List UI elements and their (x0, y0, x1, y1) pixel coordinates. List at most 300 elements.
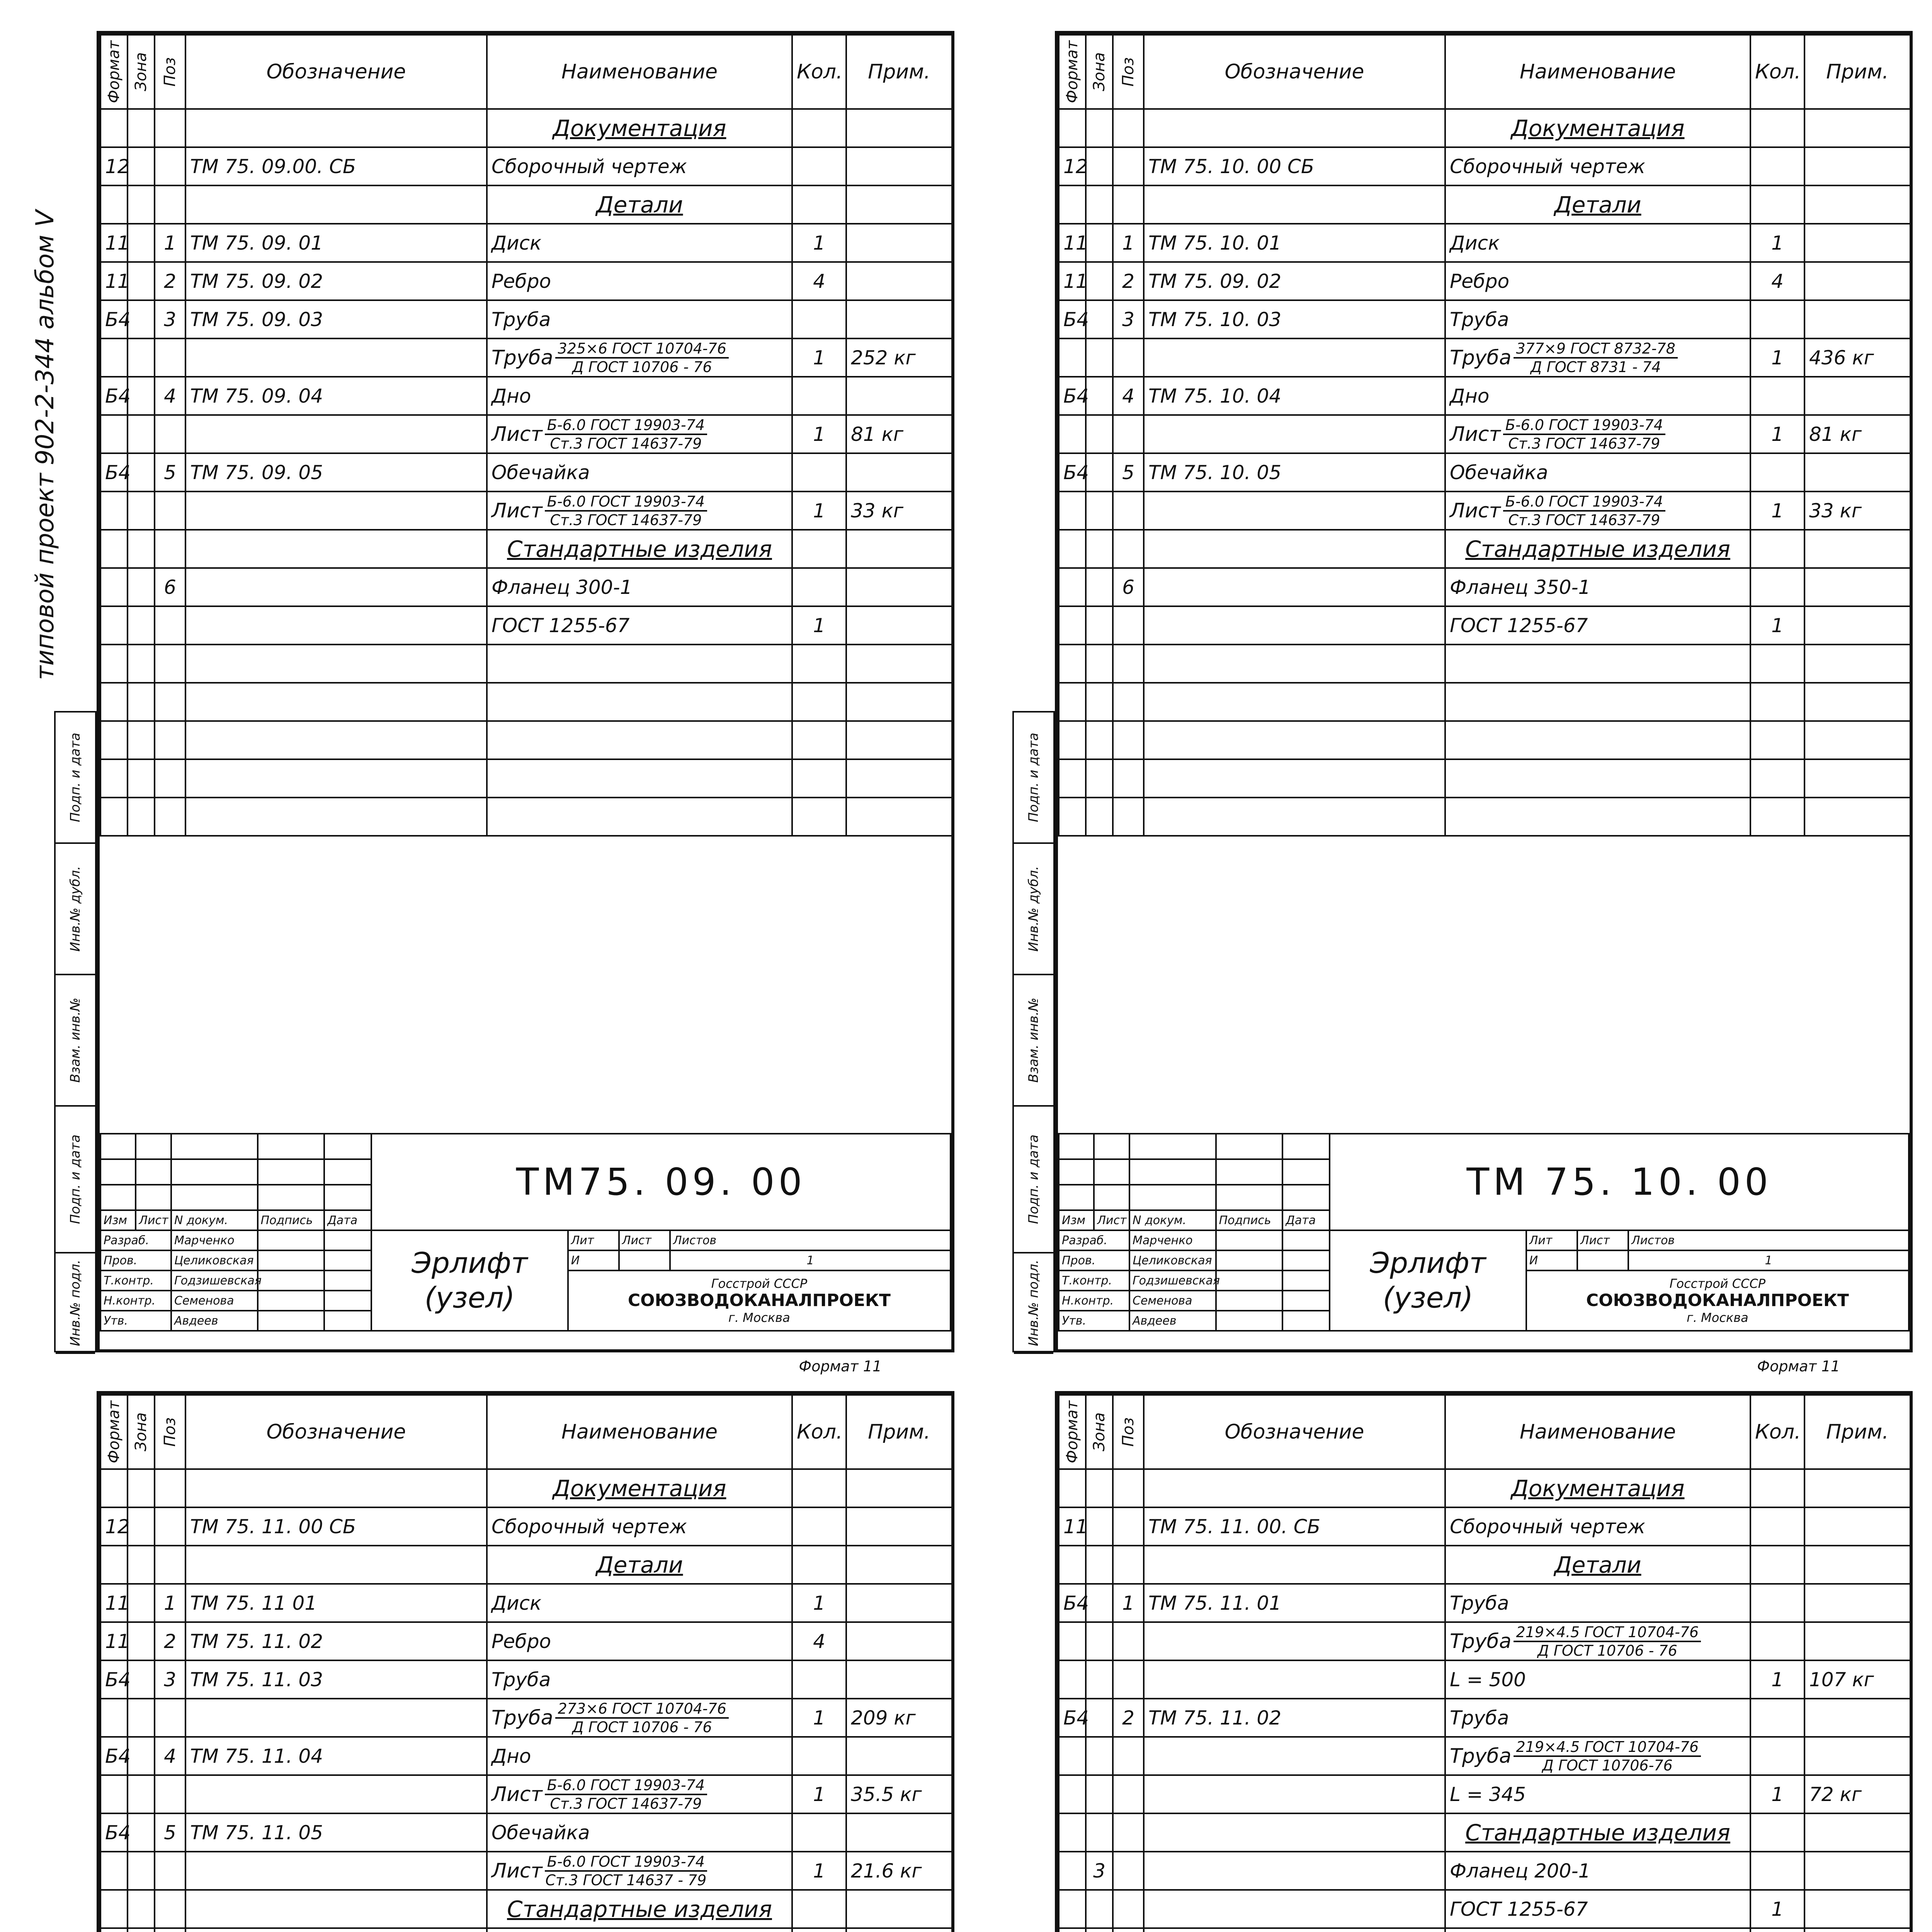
cell-format: Б4 (1059, 453, 1086, 492)
cell-designation: ТМ 75. 10. 04 (1144, 377, 1445, 415)
material-denominator: Д ГОСТ 10706 - 76 (572, 1718, 712, 1736)
cell-quantity (792, 1507, 846, 1546)
stamp-cell (1094, 1185, 1129, 1210)
cell-designation: ТМ 75. 11. 00 СБ (185, 1507, 487, 1546)
table-row (100, 1660, 952, 1699)
cell-position (155, 1928, 185, 1932)
cell-position (1113, 798, 1144, 836)
cell-note (846, 185, 952, 224)
cell-zone (128, 1507, 155, 1546)
cell-quantity (1750, 530, 1804, 568)
stamp-person: Марченко (1129, 1230, 1216, 1250)
cell-zone (128, 1928, 155, 1932)
stamp-role: Утв. (100, 1311, 171, 1331)
cell-position: 5 (155, 1813, 185, 1852)
col-format-header: Формат (100, 35, 128, 109)
table-row (100, 1890, 952, 1928)
cell-position (155, 530, 185, 568)
stamp-cell (1059, 1134, 1094, 1159)
stamp-cell (171, 1159, 258, 1185)
cell-name: Дно (487, 1737, 792, 1775)
cell-position: 3 (155, 300, 185, 338)
table-row (1059, 530, 1910, 568)
col-designation-header: Обозначение (1144, 35, 1445, 109)
cell-position (155, 338, 185, 377)
cell-note (846, 147, 952, 185)
cell-format: 11 (1059, 224, 1086, 262)
cell-format (100, 492, 128, 530)
stamp-cell (136, 1159, 171, 1185)
cell-note: 35.5 кг (846, 1775, 952, 1813)
cell-designation: ТМ 75. 10. 00 СБ (1144, 147, 1445, 185)
cell-note (846, 1813, 952, 1852)
stamp-role: Н.контр. (1059, 1291, 1129, 1311)
table-row (1059, 645, 1910, 683)
cell-zone (1086, 224, 1113, 262)
cell-designation (1144, 338, 1445, 377)
cell-position: 4 (1113, 377, 1144, 415)
cell-format: Б4 (1059, 1699, 1086, 1737)
drawing-sheet (97, 31, 954, 1375)
stamp-cell (1059, 1185, 1094, 1210)
cell-quantity (792, 1469, 846, 1507)
cell-zone (1086, 415, 1113, 453)
cell-zone (1086, 1622, 1113, 1660)
cell-format (100, 759, 128, 798)
stamp-sheet-value (1577, 1250, 1628, 1270)
sidebar-cell (1014, 1107, 1053, 1253)
section-heading: Детали (1445, 185, 1750, 224)
material-label: Лист (492, 422, 543, 446)
cell-position (1113, 1737, 1144, 1775)
material-fraction (1514, 1738, 1701, 1774)
col-name-header: Наименование (1445, 1395, 1750, 1469)
cell-zone (1086, 147, 1113, 185)
col-note-header: Прим. (846, 35, 952, 109)
col-designation-header: Обозначение (1144, 1395, 1445, 1469)
stamp-label-ndoc: N докум. (1129, 1210, 1216, 1230)
specification-table (100, 1394, 953, 1932)
cell-zone (128, 185, 155, 224)
cell-name: Труба (487, 300, 792, 338)
stamp-date (1282, 1311, 1330, 1331)
cell-designation (1144, 1737, 1445, 1775)
cell-quantity (792, 759, 846, 798)
cell-note (846, 645, 952, 683)
stamp-role: Н.контр. (100, 1291, 171, 1311)
cell-material (1445, 1737, 1750, 1775)
cell-quantity (1750, 185, 1804, 224)
cell-note (846, 377, 952, 415)
cell-format (1059, 185, 1086, 224)
cell-designation: ТМ 75. 11. 05 (185, 1813, 487, 1852)
stamp-row (1059, 1134, 1909, 1159)
cell-quantity (1750, 568, 1804, 606)
cell-zone (128, 759, 155, 798)
cell-designation (1144, 759, 1445, 798)
stamp-cell (1216, 1185, 1283, 1210)
material-denominator: Д ГОСТ 10706-76 (1542, 1757, 1673, 1774)
cell-position: 6 (155, 568, 185, 606)
cell-zone (128, 1813, 155, 1852)
cell-name: Сборочный чертеж (487, 147, 792, 185)
cell-note (1804, 1699, 1910, 1737)
material-label: Труба (1450, 346, 1512, 369)
cell-zone (128, 1890, 155, 1928)
cell-format (1059, 1622, 1086, 1660)
cell-note (1804, 1852, 1910, 1890)
cell-name (487, 721, 792, 759)
cell-format (1059, 1928, 1086, 1932)
org-city: г. Москва (728, 1310, 790, 1325)
table-row (1059, 1699, 1910, 1737)
table-row (100, 415, 952, 453)
cell-format (1059, 759, 1086, 798)
cell-position (1113, 338, 1144, 377)
cell-position: 1 (1113, 224, 1144, 262)
cell-name: Ребро (487, 1622, 792, 1660)
cell-name: Труба (1445, 1584, 1750, 1622)
cell-quantity (1750, 1852, 1804, 1890)
stamp-cell (1216, 1134, 1283, 1159)
approval-sidebar (1012, 711, 1055, 1352)
cell-format: Б4 (1059, 300, 1086, 338)
cell-zone (128, 721, 155, 759)
cell-format: 11 (100, 1622, 128, 1660)
cell-position (155, 645, 185, 683)
cell-format (1059, 338, 1086, 377)
cell-note (846, 453, 952, 492)
table-row (1059, 1890, 1910, 1928)
cell-designation: ТМ 75. 10. 03 (1144, 300, 1445, 338)
table-row (100, 1813, 952, 1852)
cell-format: 11 (100, 1584, 128, 1622)
table-row (1059, 300, 1910, 338)
cell-note: 81 кг (1804, 415, 1910, 453)
cell-zone (1086, 1775, 1113, 1813)
cell-quantity (792, 453, 846, 492)
col-zone-header: Зона (1086, 35, 1113, 109)
stamp-cell (258, 1159, 325, 1185)
cell-note (1804, 606, 1910, 645)
format-label: Формат 11 (1757, 1358, 1840, 1375)
col-position-header: Поз (1113, 1395, 1144, 1469)
col-zone-header: Зона (1086, 1395, 1113, 1469)
cell-note (846, 1546, 952, 1584)
cell-zone (1086, 798, 1113, 836)
cell-zone (1086, 453, 1113, 492)
stamp-signature-row (1059, 1230, 1909, 1250)
cell-format (100, 1890, 128, 1928)
cell-quantity (792, 109, 846, 147)
cell-position (1113, 492, 1144, 530)
sidebar-label: Подп. и дата (68, 733, 83, 822)
cell-designation (185, 185, 487, 224)
stamp-lit-label: Лит (568, 1230, 619, 1250)
material-numerator: Б-6.0 ГОСТ 19903-74 (545, 1777, 707, 1795)
stamp-role: Разраб. (100, 1230, 171, 1250)
cell-quantity (792, 1928, 846, 1932)
sidebar-label: Инв.№ подл. (1026, 1260, 1041, 1346)
stamp-cell (324, 1134, 371, 1159)
table-row (1059, 798, 1910, 836)
material-numerator: Б-6.0 ГОСТ 19903-74 (545, 1853, 707, 1872)
col-designation-header: Обозначение (185, 1395, 487, 1469)
cell-material (1445, 415, 1750, 453)
sidebar-label: Инв.№ дубл. (68, 866, 83, 952)
cell-note (1804, 1584, 1910, 1622)
document-title: Эрлифт (узел) (1330, 1230, 1526, 1331)
cell-designation (1144, 530, 1445, 568)
cell-format (1059, 1546, 1086, 1584)
cell-designation (185, 1890, 487, 1928)
cell-name: Сборочный чертеж (1445, 1507, 1750, 1546)
cell-designation: ТМ 75. 11. 02 (185, 1622, 487, 1660)
cell-name (487, 683, 792, 721)
stamp-date (324, 1230, 371, 1250)
material-fraction (545, 493, 707, 529)
album-margin-note: типовой проект 902-2-344 альбом V (31, 210, 60, 680)
cell-quantity (792, 1890, 846, 1928)
table-row (100, 1737, 952, 1775)
cell-position: 3 (155, 1660, 185, 1699)
cell-note (1804, 645, 1910, 683)
cell-designation: ТМ 75. 10. 01 (1144, 224, 1445, 262)
cell-quantity (1750, 300, 1804, 338)
cell-zone (1086, 568, 1113, 606)
specification-table (1058, 34, 1911, 837)
col-qty-header: Кол. (1750, 1395, 1804, 1469)
col-name-header: Наименование (1445, 35, 1750, 109)
org-name: СОЮЗВОДОКАНАЛПРОЕКТ (1586, 1291, 1849, 1310)
cell-position (1113, 1546, 1144, 1584)
cell-quantity (1750, 1737, 1804, 1775)
title-block (1058, 1133, 1910, 1332)
cell-quantity: 4 (792, 1622, 846, 1660)
cell-position (155, 683, 185, 721)
cell-zone (128, 1737, 155, 1775)
spec-header-row (100, 35, 952, 109)
stamp-person: Авдеев (171, 1311, 258, 1331)
cell-note (1804, 1890, 1910, 1928)
sidebar-label: Подп. и дата (1026, 1134, 1041, 1224)
cell-zone (128, 262, 155, 300)
cell-format: Б4 (100, 1737, 128, 1775)
document-code: ТМ75. 09. 00 (371, 1134, 951, 1230)
table-row (1059, 224, 1910, 262)
cell-material (1445, 492, 1750, 530)
stamp-role: Пров. (1059, 1250, 1129, 1270)
col-qty-header: Кол. (1750, 35, 1804, 109)
cell-quantity: 1 (1750, 492, 1804, 530)
cell-note (1804, 683, 1910, 721)
cell-format (1059, 1813, 1086, 1852)
cell-zone (128, 1622, 155, 1660)
stamp-signature (1216, 1250, 1283, 1270)
cell-format (1059, 1469, 1086, 1507)
cell-zone (128, 1660, 155, 1699)
cell-note (1804, 1507, 1910, 1546)
cell-format: 11 (1059, 262, 1086, 300)
cell-position (1113, 683, 1144, 721)
stamp-signature (258, 1250, 325, 1270)
cell-designation: ТМ 75. 09. 03 (185, 300, 487, 338)
cell-designation: ТМ 75. 10. 05 (1144, 453, 1445, 492)
table-row (1059, 1584, 1910, 1622)
section-heading: Документация (487, 1469, 792, 1507)
cell-designation (185, 1469, 487, 1507)
cell-zone (1086, 645, 1113, 683)
stamp-person: Авдеев (1129, 1311, 1216, 1331)
cell-note (1804, 262, 1910, 300)
cell-designation (185, 1928, 487, 1932)
stamp-row (100, 1134, 951, 1159)
material-denominator: Ст.3 ГОСТ 14637-79 (550, 1795, 702, 1812)
cell-format (100, 185, 128, 224)
table-row (1059, 759, 1910, 798)
material-denominator: Д ГОСТ 10706 - 76 (572, 358, 712, 376)
stamp-person: Марченко (171, 1230, 258, 1250)
cell-quantity: 1 (1750, 606, 1804, 645)
cell-material (487, 1852, 792, 1890)
cell-name: Обечайка (487, 1813, 792, 1852)
cell-position (155, 1852, 185, 1890)
stamp-label-izm: Изм (100, 1210, 136, 1230)
cell-designation (1144, 1813, 1445, 1852)
cell-quantity (1750, 759, 1804, 798)
sidebar-label: Взам. инв.№ (1026, 997, 1041, 1083)
material-fraction (1514, 1624, 1701, 1659)
stamp-label-izm: Изм (1059, 1210, 1094, 1230)
cell-material (487, 1775, 792, 1813)
cell-position: 5 (1113, 453, 1144, 492)
stamp-date (324, 1291, 371, 1311)
cell-note (1804, 109, 1910, 147)
cell-quantity: 1 (792, 1775, 846, 1813)
material-denominator: Ст.3 ГОСТ 14637-79 (550, 511, 702, 529)
stamp-cell (1094, 1134, 1129, 1159)
material-label: Труба (492, 346, 553, 369)
cell-zone (128, 453, 155, 492)
cell-note (1804, 1469, 1910, 1507)
cell-format (1059, 606, 1086, 645)
sidebar-label: Взам. инв.№ (68, 997, 83, 1083)
stamp-sheets-label: Листов (1628, 1230, 1909, 1250)
cell-quantity (792, 1660, 846, 1699)
stamp-date (324, 1311, 371, 1331)
cell-zone (1086, 262, 1113, 300)
cell-quantity (792, 530, 846, 568)
cell-quantity (1750, 1469, 1804, 1507)
cell-quantity: 1 (792, 338, 846, 377)
cell-name: Диск (487, 1584, 792, 1622)
cell-format (100, 109, 128, 147)
cell-quantity (792, 1737, 846, 1775)
cell-material (487, 1699, 792, 1737)
cell-quantity (1750, 1699, 1804, 1737)
cell-material (1445, 338, 1750, 377)
cell-designation: ТМ 75. 09. 04 (185, 377, 487, 415)
cell-zone (128, 1699, 155, 1737)
cell-format: Б4 (100, 1813, 128, 1852)
cell-quantity (1750, 1928, 1804, 1932)
cell-zone (1086, 1507, 1113, 1546)
table-row (100, 1852, 952, 1890)
cell-position (155, 1546, 185, 1584)
stamp-person: Годзишевская (171, 1270, 258, 1291)
cell-note (1804, 1928, 1910, 1932)
sidebar-cell (1014, 844, 1053, 975)
cell-position (1113, 1813, 1144, 1852)
stamp-cell (258, 1134, 325, 1159)
cell-format (100, 1699, 128, 1737)
cell-position (1113, 185, 1144, 224)
table-row (100, 109, 952, 147)
cell-designation: ТМ 75. 09.00. СБ (185, 147, 487, 185)
sidebar-cell (1014, 1253, 1053, 1354)
cell-quantity (1750, 683, 1804, 721)
sidebar-cell (56, 1253, 95, 1354)
cell-zone (128, 377, 155, 415)
stamp-date (324, 1250, 371, 1270)
cell-position (1113, 415, 1144, 453)
stamp-person: Целиковская (171, 1250, 258, 1270)
cell-quantity (792, 300, 846, 338)
table-row (100, 1507, 952, 1546)
table-row (100, 1622, 952, 1660)
table-row (1059, 109, 1910, 147)
cell-note (846, 1737, 952, 1775)
table-row (100, 1584, 952, 1622)
section-heading: Детали (1445, 1546, 1750, 1584)
cell-designation (1144, 109, 1445, 147)
table-row (1059, 1546, 1910, 1584)
cell-format: Б4 (100, 453, 128, 492)
material-label: Труба (1450, 1744, 1512, 1768)
cell-zone (1086, 759, 1113, 798)
cell-name: Фланец 350-1 (1445, 568, 1750, 606)
cell-zone (128, 568, 155, 606)
cell-name (1445, 721, 1750, 759)
col-position-header: Поз (1113, 35, 1144, 109)
cell-name: L = 345 (1445, 1775, 1750, 1813)
cell-position: 2 (155, 1622, 185, 1660)
cell-note (1804, 1622, 1910, 1660)
col-note-header: Прим. (846, 1395, 952, 1469)
cell-format: 11 (100, 262, 128, 300)
material-fraction (1503, 417, 1665, 452)
cell-designation (185, 759, 487, 798)
cell-position (1113, 1507, 1144, 1546)
cell-note (846, 759, 952, 798)
cell-name: Ребро (1445, 262, 1750, 300)
table-row (1059, 262, 1910, 300)
stamp-signature (258, 1230, 325, 1250)
table-row (100, 798, 952, 836)
cell-position (1113, 1660, 1144, 1699)
cell-format (1059, 1775, 1086, 1813)
cell-position (155, 606, 185, 645)
org-ministry: Госстрой СССР (711, 1276, 808, 1291)
stamp-lit-value: И (1526, 1250, 1577, 1270)
cell-designation (1144, 1469, 1445, 1507)
stamp-cell (100, 1134, 136, 1159)
cell-name: Фланец 200-1 (1445, 1852, 1750, 1890)
stamp-date (1282, 1291, 1330, 1311)
table-row (100, 721, 952, 759)
material-fraction (1514, 340, 1677, 376)
cell-note (1804, 1813, 1910, 1852)
